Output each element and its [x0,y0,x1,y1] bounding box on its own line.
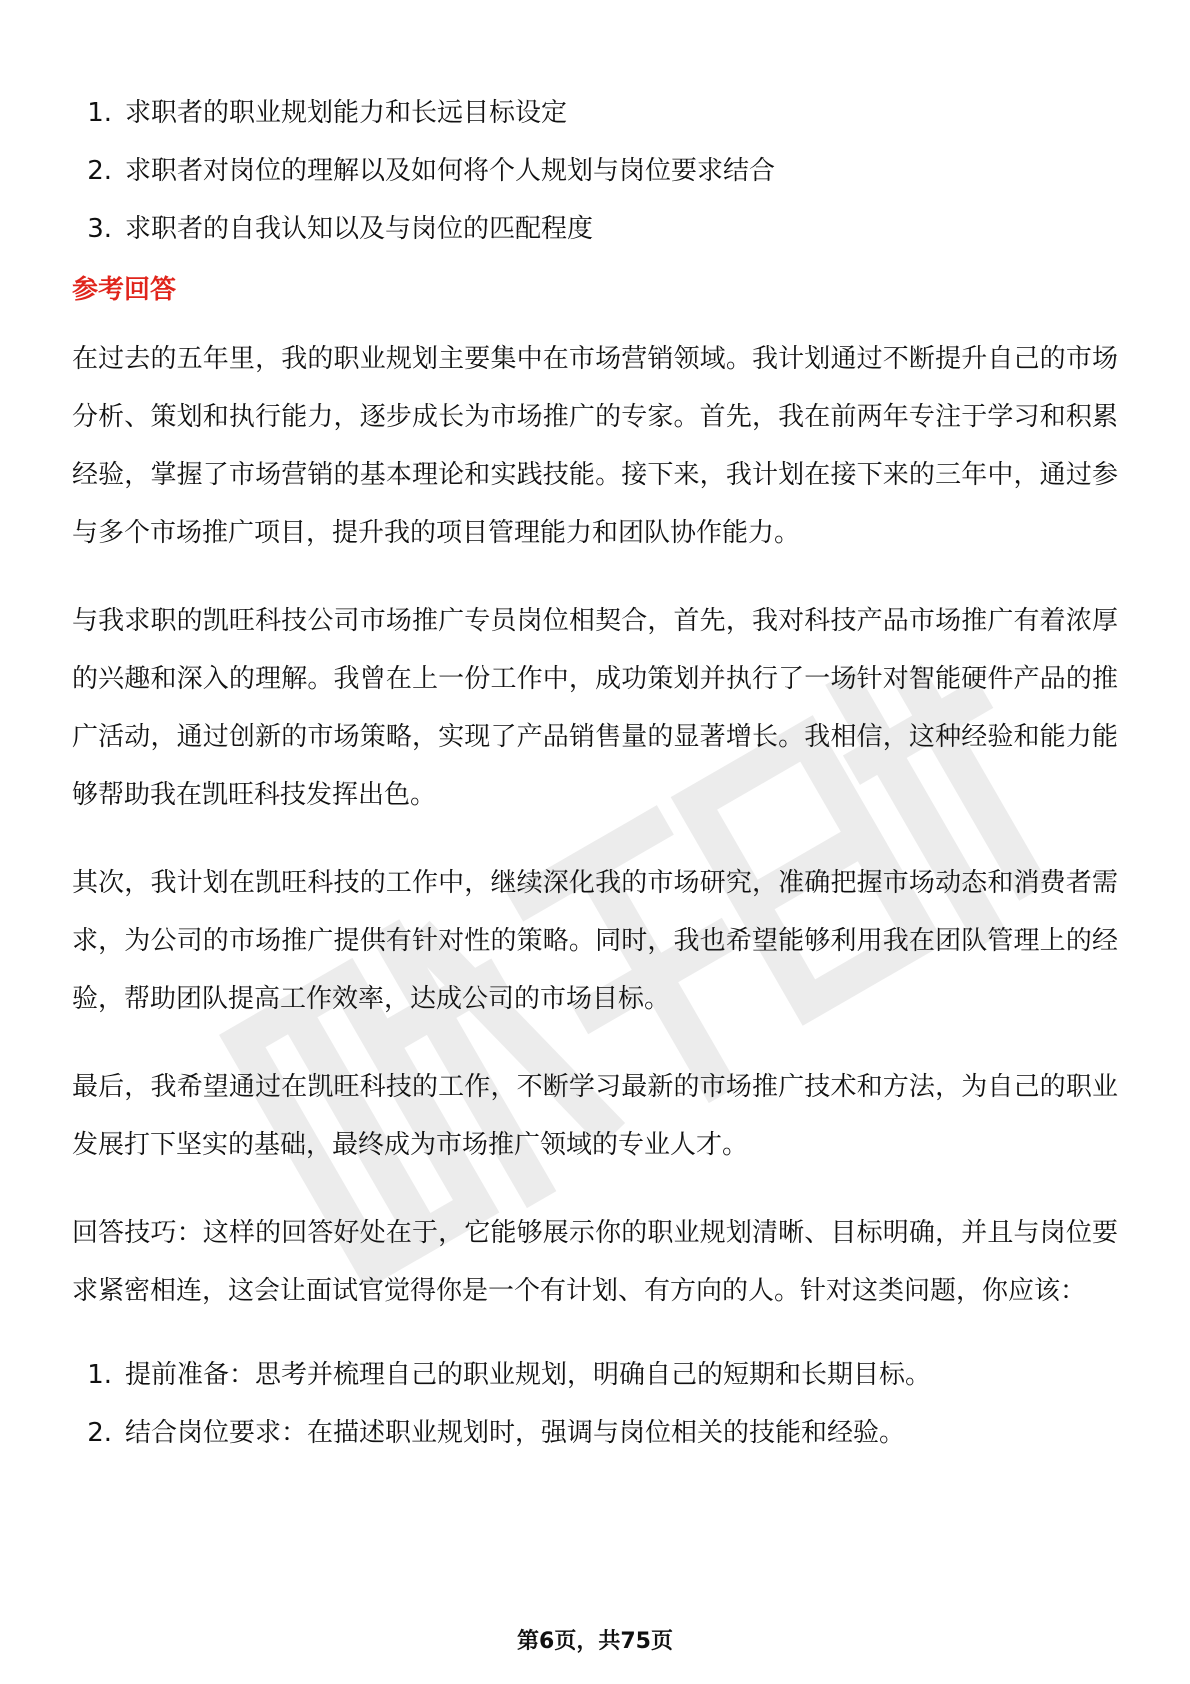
list-number: 3. [87,214,112,244]
list-item [72,200,1118,258]
list-number: 1. [87,98,112,128]
list-text: 结合岗位要求：在描述职业规划时，强调与岗位相关的技能和经验。 [125,1418,906,1448]
answer-paragraph: 其次，我计划在凯旺科技的工作中，继续深化我的市场研究，准确把握市场动态和消费者需求，为公司的市场推广提供有针对性的策略。同时，我也希望能够利用我在团队管理上的经验，帮助团队提高工作效率，达成公司的市场目标。 [72,868,1118,1014]
page-footer: 第6页，共75页 [517,1629,673,1654]
content-area [72,84,1118,1462]
list-item [72,1346,1118,1404]
answer-heading: 参考回答 [72,275,177,305]
tips-list [72,1346,1118,1462]
list-text: 求职者的自我认知以及与岗位的匹配程度 [125,214,594,244]
answer-paragraph: 最后，我希望通过在凯旺科技的工作，不断学习最新的市场推广技术和方法，为自己的职业发展打下坚实的基础，最终成为市场推广领域的专业人才。 [72,1072,1118,1160]
tips-paragraph: 回答技巧：这样的回答好处在于，它能够展示你的职业规划清晰、目标明确，并且与岗位要求紧密相连，这会让面试官觉得你是一个有计划、有方向的人。针对这类问题，你应该： [72,1218,1118,1306]
list-text: 提前准备：思考并梳理自己的职业规划，明确自己的短期和长期目标。 [125,1360,932,1390]
list-text: 求职者的职业规划能力和长远目标设定 [125,98,568,128]
answer-paragraph: 在过去的五年里，我的职业规划主要集中在市场营销领域。我计划通过不断提升自己的市场分析、策划和执行能力，逐步成长为市场推广的专家。首先，我在前两年专注于学习和积累经验，掌握了市场营销的基本理论和实践技能。接下来，我计划在接下来的三年中，通过参与多个市场推广项目，提升我的项目管理能力和团队协作能力。 [72,344,1118,548]
intent-list [72,84,1118,258]
answer-paragraph: 与我求职的凯旺科技公司市场推广专员岗位相契合，首先，我对科技产品市场推广有着浓厚的兴趣和深入的理解。我曾在上一份工作中，成功策划并执行了一场针对智能硬件产品的推广活动，通过创新的市场策略，实现了产品销售量的显著增长。我相信，这种经验和能力能够帮助我在凯旺科技发挥出色。 [72,606,1118,810]
list-number: 2. [87,1418,112,1448]
list-number: 2. [87,156,112,186]
list-item [72,84,1118,142]
list-number: 1. [87,1360,112,1390]
list-item [72,1404,1118,1462]
list-text: 求职者对岗位的理解以及如何将个人规划与岗位要求结合 [125,156,776,186]
list-item [72,142,1118,200]
